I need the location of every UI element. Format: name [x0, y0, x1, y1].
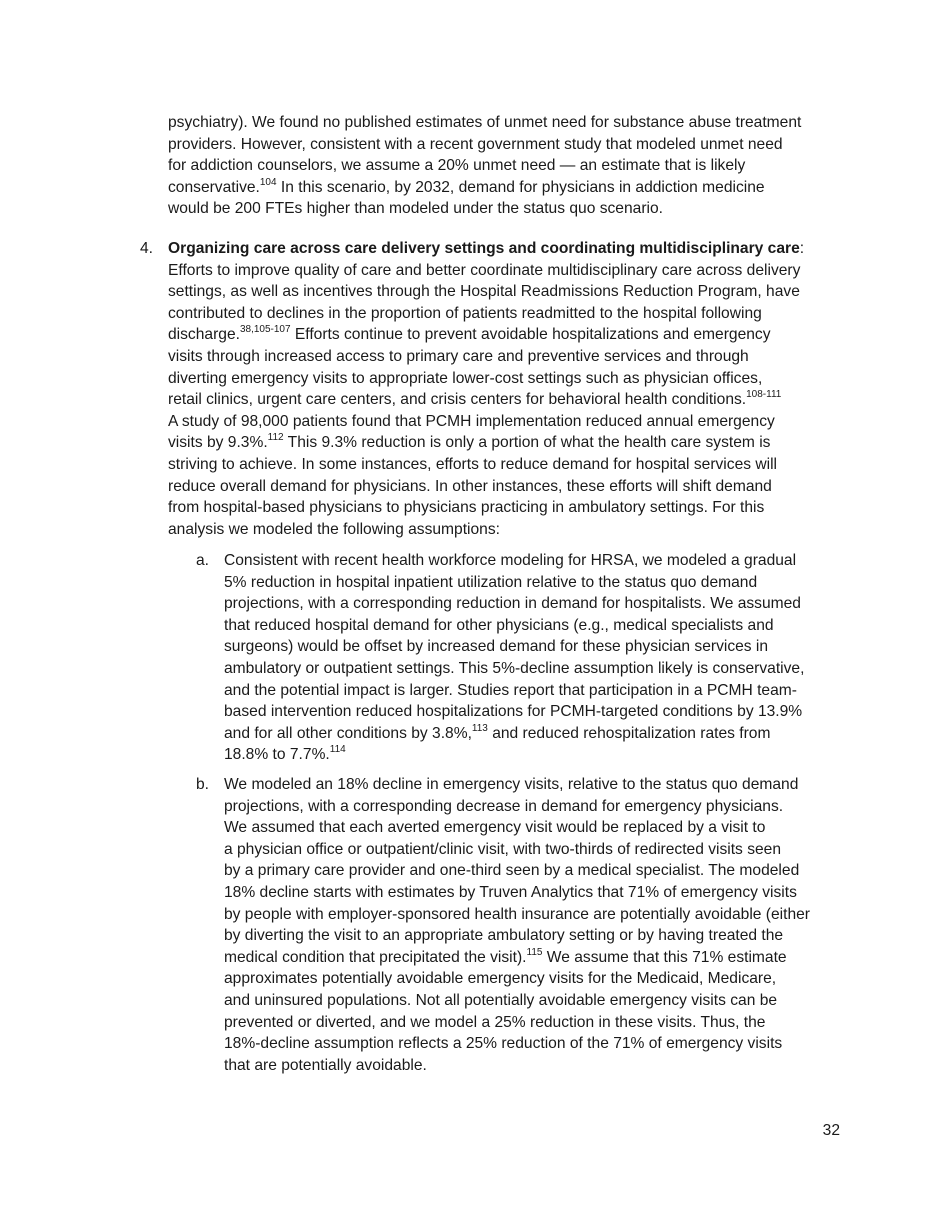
item4-line: settings, as well as incentives through the Hospital Readmissions Reduction Program, have: [168, 283, 800, 301]
item-b-text: medical condition that precipitated the visit).: [224, 948, 527, 966]
footnote-ref: 112: [267, 432, 284, 444]
item4-line: [168, 324, 804, 346]
item-a-line: that reduced hospital demand for other physicians (e.g., medical specialists and: [224, 616, 774, 634]
intro-line-5: would be 200 FTEs higher than modeled under the status quo scenario.: [168, 200, 663, 218]
item-b-line: that are potentially avoidable.: [224, 1056, 427, 1074]
list-item-a: [224, 550, 804, 766]
page-number: 32: [822, 1122, 840, 1139]
item4-line: striving to achieve. In some instances, efforts to reduce demand for hospital services will: [168, 455, 778, 473]
item4-heading-line: [168, 238, 804, 260]
item-a-line: and the potential impact is larger. Studies report that participation in a PCMH team-: [224, 681, 797, 699]
item-a-text: 18.8% to 7.7%.: [224, 746, 330, 764]
intro-line-2: providers. However, consistent with a recent government study that modeled unmet need: [168, 135, 783, 153]
item-b-line: prevented or diverted, and we model a 25% reduction in these visits. Thus, the: [224, 1013, 766, 1031]
list-marker-b: b.: [196, 776, 210, 793]
item-b-text: We assume that this 71% estimate: [542, 948, 787, 966]
intro-line-3: for addiction counselors, we assume a 20% unmet need — an estimate that is likely: [168, 157, 746, 175]
footnote-ref: 104: [259, 176, 277, 188]
item4-line: A study of 98,000 patients found that PCMH implementation reduced annual emergency: [168, 412, 775, 430]
list-item-b: [224, 774, 810, 1076]
item-b-line: by people with employer-sponsored health insurance are potentially avoidable (either: [224, 905, 810, 923]
item4-line: reduce overall demand for physicians. In other instances, these efforts will shift demand: [168, 477, 772, 495]
item4-line: [168, 389, 804, 411]
item-b-line: projections, with a corresponding decrease in demand for emergency physicians.: [224, 797, 784, 815]
item-b-line: a physician office or outpatient/clinic visit, with two-thirds of redirected visits seen: [224, 840, 782, 858]
item4-line: analysis we modeled the following assumptions:: [168, 520, 500, 538]
item-a-line: [224, 744, 804, 766]
item-b-line: 18% decline starts with estimates by Truven Analytics that 71% of emergency visits: [224, 883, 797, 901]
item-a-line: Consistent with recent health workforce modeling for HRSA, we modeled a gradual: [224, 552, 797, 569]
item4-line: visits through increased access to primary care and preventive services and through: [168, 347, 749, 365]
item4-text: visits by 9.3%.: [168, 434, 268, 452]
intro-line-1: psychiatry). We found no published estimates of unmet need for substance abuse treatment: [168, 114, 802, 131]
item-b-line: by diverting the visit to an appropriate ambulatory setting or by having treated the: [224, 927, 784, 945]
item4-text: Efforts continue to prevent avoidable hospitalizations and emergency: [290, 326, 771, 344]
footnote-ref: 113: [471, 722, 488, 734]
footnote-ref: 108-111: [746, 388, 782, 400]
item4-heading: Organizing care across care delivery settings and coordinating multidisciplinary care: [168, 240, 800, 257]
item-a-line: [224, 723, 804, 745]
item-a-line: based intervention reduced hospitalizations for PCMH-targeted conditions by 13.9%: [224, 703, 803, 721]
item4-line: diverting emergency visits to appropriate lower-cost settings such as physician offices,: [168, 369, 763, 387]
item-a-line: 5% reduction in hospital inpatient utilization relative to the status quo demand: [224, 573, 758, 591]
item4-line: [168, 432, 804, 454]
item4-text: This 9.3% reduction is only a portion of what the health care system is: [283, 434, 771, 452]
item-b-line: [224, 947, 810, 969]
item-b-line: by a primary care provider and one-third seen by a medical specialist. The modeled: [224, 862, 800, 880]
list-item-4: [168, 238, 804, 540]
list-marker-4: 4.: [140, 240, 154, 257]
item-a-text: and for all other conditions by 3.8%,: [224, 724, 472, 742]
item-a-line: surgeons) would be offset by increased demand for these physician services in: [224, 638, 769, 656]
footnote-ref: 115: [526, 946, 543, 958]
item-b-line: approximates potentially avoidable emergency visits for the Medicaid, Medicare,: [224, 970, 777, 988]
item-b-line: We assumed that each averted emergency visit would be replaced by a visit to: [224, 819, 766, 837]
item4-heading-colon: :: [799, 240, 805, 257]
item-b-line: 18%-decline assumption reflects a 25% reduction of the 71% of emergency visits: [224, 1035, 783, 1053]
item-a-text: and reduced rehospitalization rates from: [487, 724, 771, 742]
item-b-line: and uninsured populations. Not all potentially avoidable emergency visits can be: [224, 991, 778, 1009]
item4-line: from hospital-based physicians to physicians practicing in ambulatory settings. For this: [168, 499, 765, 517]
intro-paragraph: [168, 112, 801, 220]
intro-text: conservative.: [168, 178, 260, 196]
item4-line: contributed to declines in the proportion of patients readmitted to the hospital following: [168, 304, 762, 322]
item4-text: discharge.: [168, 326, 240, 344]
item4-text: retail clinics, urgent care centers, and crisis centers for behavioral health conditions.: [168, 391, 747, 409]
item-b-line: We modeled an 18% decline in emergency visits, relative to the status quo demand: [224, 776, 799, 793]
footnote-ref: 114: [329, 744, 346, 756]
intro-line-4: [168, 177, 801, 199]
list-marker-a: a.: [196, 552, 210, 569]
footnote-ref: 38,105-107: [239, 324, 291, 336]
item-a-line: projections, with a corresponding reduction in demand for hospitalists. We assumed: [224, 595, 801, 613]
intro-text: In this scenario, by 2032, demand for physicians in addiction medicine: [276, 178, 765, 196]
item-a-line: ambulatory or outpatient settings. This 5%-decline assumption likely is conservative,: [224, 659, 805, 677]
item4-line: Efforts to improve quality of care and better coordinate multidisciplinary care across delivery: [168, 261, 801, 279]
